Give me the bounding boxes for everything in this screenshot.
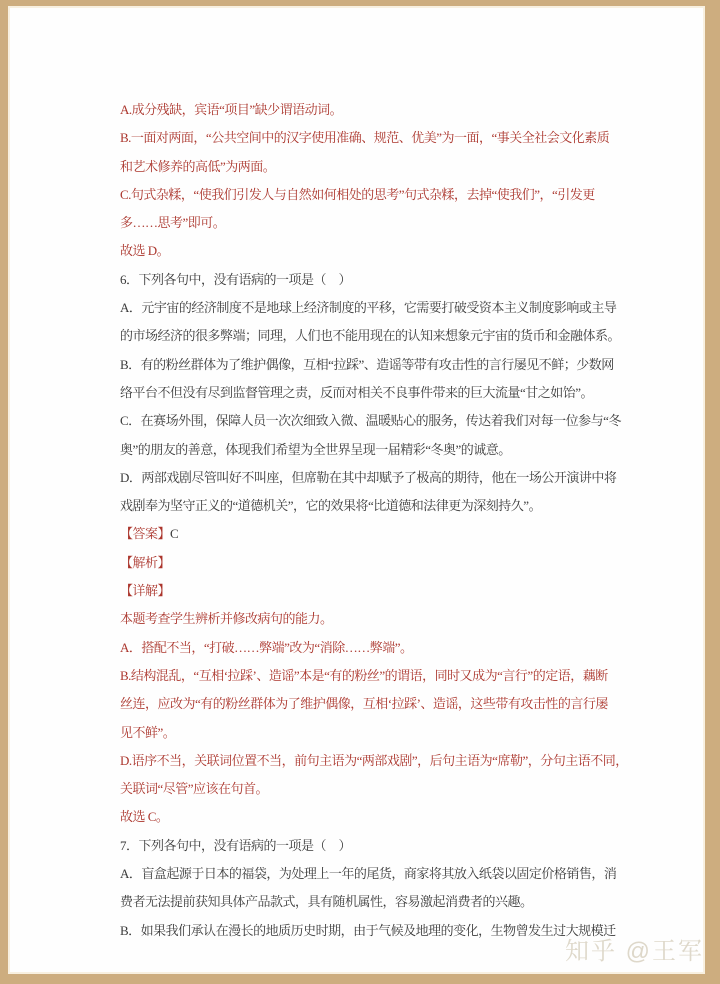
doc-text-segment: 见不鲜”。 xyxy=(120,724,176,740)
doc-line xyxy=(120,96,616,124)
doc-line xyxy=(120,181,616,209)
doc-text-segment: C.句式杂糅，“使我们引发人与自然如何相处的思考”句式杂糅，去掉“使我们”，“引发更 xyxy=(120,186,595,202)
doc-text-segment: 本题考查学生辨析并修改病句的能力。 xyxy=(120,611,333,627)
doc-line xyxy=(120,888,616,916)
doc-text-segment: A．盲盒起源于日本的福袋，为处理上一年的尾货，商家将其放入纸袋以固定价格销售，消 xyxy=(120,866,617,882)
doc-line xyxy=(120,719,616,747)
doc-line xyxy=(120,917,616,945)
document-lines xyxy=(120,96,628,945)
doc-text-segment: 关联词“尽管”应该在句首。 xyxy=(120,781,269,797)
doc-line xyxy=(120,436,616,464)
doc-line xyxy=(120,237,616,265)
doc-line xyxy=(120,690,616,718)
doc-text-segment: 戏剧奉为坚守正义的“道德机关”，它的效果将“比道德和法律更为深刻持久”。 xyxy=(120,498,542,514)
doc-line xyxy=(120,605,616,633)
doc-line xyxy=(120,520,616,548)
doc-line xyxy=(120,775,616,803)
doc-line xyxy=(120,634,616,662)
doc-text-segment: 6．下列各句中，没有语病的一项是（ ） xyxy=(120,271,352,287)
doc-line xyxy=(120,492,616,520)
doc-text-segment: C．在赛场外围，保障人员一次次细致入微、温暖贴心的服务，传达着我们对每一位参与“冬 xyxy=(120,413,621,429)
doc-line xyxy=(120,832,616,860)
doc-text-segment: C xyxy=(170,526,179,542)
doc-line xyxy=(120,153,616,181)
doc-line xyxy=(120,209,616,237)
doc-text-segment: 故选 D。 xyxy=(120,243,170,259)
doc-line xyxy=(120,662,616,690)
doc-line xyxy=(120,860,616,888)
doc-line xyxy=(120,294,616,322)
zhihu-watermark: 知乎 @王军 xyxy=(564,938,704,965)
document-page xyxy=(8,6,705,974)
doc-text-segment: 多……思考”即可。 xyxy=(120,215,226,231)
doc-text-segment: 【详解】 xyxy=(120,583,171,599)
doc-line xyxy=(120,803,616,831)
doc-text-segment: A.成分残缺，宾语“项目”缺少谓语动词。 xyxy=(120,102,343,117)
doc-text-segment: D.语序不当，关联词位置不当，前句主语为“两部戏剧”，后句主语为“席勒”，分句主语不同， xyxy=(120,752,628,768)
doc-line xyxy=(120,322,621,350)
doc-line xyxy=(120,577,616,605)
doc-text-segment: B．如果我们承认在漫长的地质历史时期，由于气候及地理的变化，生物曾发生过大规模迁 xyxy=(120,922,616,938)
doc-text-segment: 【答案】 xyxy=(120,526,171,542)
doc-text-segment: A．元宇宙的经济制度不是地球上经济制度的平移，它需要打破受资本主义制度影响或主导 xyxy=(120,300,617,316)
doc-text-segment: 和艺术修养的高低”为两面。 xyxy=(120,158,276,174)
doc-text-segment: 奥”的朋友的善意，体现我们希望为全世界呈现一届精彩“冬奥”的诚意。 xyxy=(120,441,511,457)
doc-line xyxy=(120,747,628,775)
doc-text-segment: D．两部戏剧尽管叫好不叫座，但席勒在其中却赋予了极高的期待，他在一场公开演讲中将 xyxy=(120,469,617,485)
doc-text-segment: 络平台不但没有尽到监督管理之责，反而对相关不良事件带来的巨大流量“甘之如饴”。 xyxy=(120,384,594,400)
doc-line xyxy=(120,549,616,577)
doc-text-segment: A．搭配不当，“打破……弊端”改为“消除……弊端”。 xyxy=(120,639,413,655)
doc-line xyxy=(120,407,621,435)
doc-text-segment: 7．下列各句中，没有语病的一项是（ ） xyxy=(120,837,352,853)
doc-text-segment: B．有的粉丝群体为了维护偶像，互相“拉踩”、造谣等带有攻击性的言行屡见不鲜；少数网 xyxy=(120,356,614,372)
doc-text-segment: 丝连，应改为“有的粉丝群体为了维护偶像，互相‘拉踩’、造谣，这些带有攻击性的言行屡 xyxy=(120,696,608,712)
doc-line xyxy=(120,379,616,407)
doc-text-segment: 【解析】 xyxy=(120,554,171,570)
doc-text-segment: 费者无法提前获知具体产品款式，具有随机属性，容易激起消费者的兴趣。 xyxy=(120,894,533,910)
doc-line xyxy=(120,124,616,152)
doc-text-segment: B.一面对两面，“公共空间中的汉字使用准确、规范、优美”为一面，“事关全社会文化素质 xyxy=(120,130,610,146)
doc-line xyxy=(120,351,616,379)
doc-line xyxy=(120,464,616,492)
doc-line xyxy=(120,266,616,294)
doc-text-segment: B.结构混乱，“互相‘拉踩’、造谣”本是“有的粉丝”的谓语，同时又成为“言行”的定语，藕断 xyxy=(120,667,608,683)
doc-text-segment: 的市场经济的很多弊端；同理，人们也不能用现在的认知来想象元宇宙的货币和金融体系。 xyxy=(120,328,621,344)
doc-text-segment: 故选 C。 xyxy=(120,809,169,825)
